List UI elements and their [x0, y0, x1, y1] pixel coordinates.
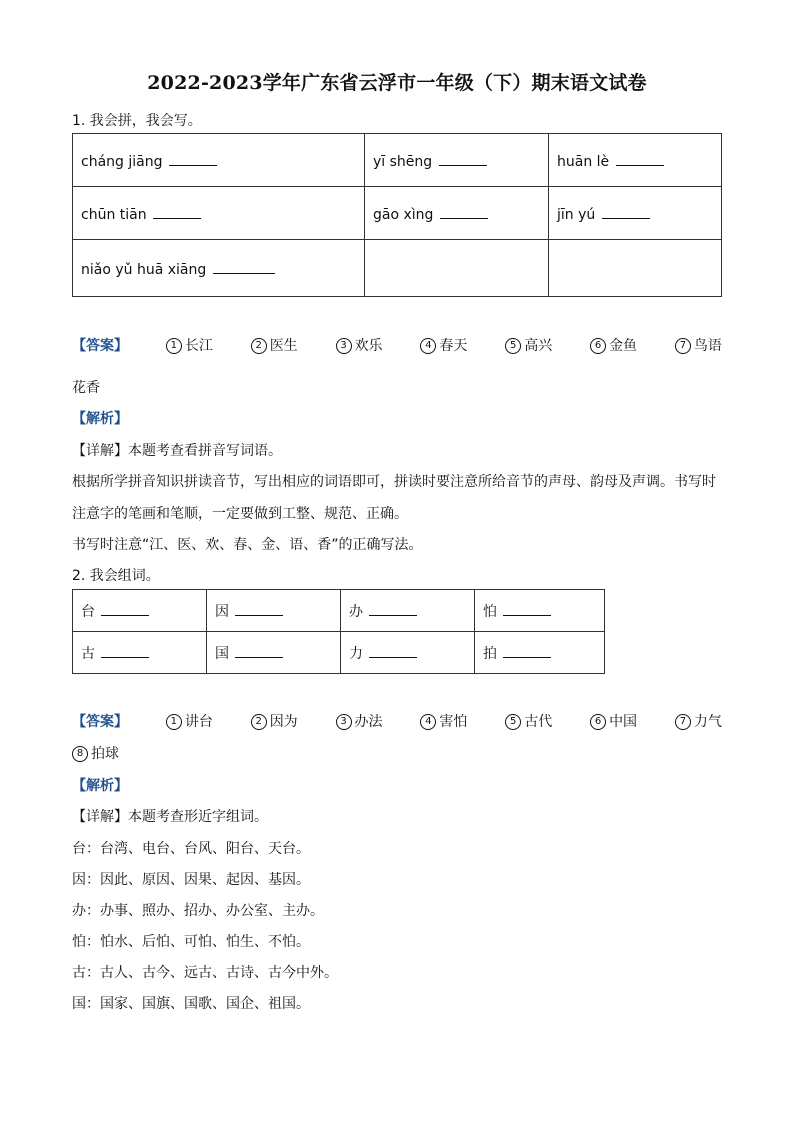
detail-line: 【详解】本题考查形近字组词。 [72, 809, 268, 825]
answer-blank[interactable] [439, 151, 487, 166]
pinyin-text: yī shēng [373, 153, 433, 170]
q1-cell [365, 187, 549, 240]
analysis-line: 古：古人、古今、远古、古诗、古今中外。 [72, 965, 338, 981]
answer-blank[interactable] [440, 204, 488, 219]
analysis-line: 台：台湾、电台、台风、阳台、天台。 [72, 841, 310, 857]
q1-cell [365, 134, 549, 187]
circled-number: 6 [590, 714, 606, 730]
answer-item: 4 春天 [420, 335, 467, 355]
answer-blank[interactable] [369, 643, 417, 658]
circled-number: 5 [505, 714, 521, 730]
analysis-body: 根据所学拼音知识拼读音节，写出相应的词语即可，拼读时要注意所给音节的声母、韵母及声调。书写时 [72, 474, 716, 490]
q2-cell [73, 632, 207, 674]
answer-tag: 【答案】 [72, 338, 128, 354]
q1-cell [549, 134, 722, 187]
answer-blank[interactable] [369, 601, 417, 616]
q2-word-table [72, 589, 605, 674]
circled-number: 2 [251, 714, 267, 730]
q2-cell [341, 590, 475, 632]
answer-item: 3 办法 [336, 711, 383, 731]
char-text: 古 [81, 645, 95, 662]
q1-cell [73, 187, 365, 240]
analysis-line: 办：办事、照办、招办、办公室、主办。 [72, 903, 324, 919]
answer-item: 5 古代 [505, 711, 552, 731]
q1-cell [73, 134, 365, 187]
answer-blank[interactable] [153, 204, 201, 219]
answer-wrap: 花香 [72, 380, 100, 396]
answer-blank[interactable] [169, 151, 217, 166]
pinyin-text: huān lè [557, 153, 610, 170]
pinyin-text: cháng jiāng [81, 153, 163, 170]
analysis-tag: 【解析】 [72, 778, 128, 794]
answer-item-8: 8 拍球 [72, 743, 119, 763]
pinyin-text: jīn yú [557, 206, 596, 223]
circled-number: 3 [336, 338, 352, 354]
q1-cell [549, 187, 722, 240]
circled-number: 6 [590, 338, 606, 354]
circled-number: 8 [72, 746, 88, 762]
circled-number: 5 [505, 338, 521, 354]
q2-cell [207, 590, 341, 632]
answer-tag: 【答案】 [72, 714, 128, 730]
analysis-body: 注意字的笔画和笔顺，一定要做到工整、规范、正确。 [72, 506, 408, 522]
circled-number: 2 [251, 338, 267, 354]
pinyin-text: gāo xìng [373, 206, 434, 223]
char-text: 因 [215, 603, 229, 620]
answer-blank[interactable] [235, 643, 283, 658]
pinyin-text: chūn tiān [81, 206, 147, 223]
q2-prompt: 2. 我会组词。 [72, 568, 160, 584]
q1-pinyin-table [72, 133, 722, 297]
char-text: 力 [349, 645, 363, 662]
answer-item: 4 害怕 [420, 711, 467, 731]
analysis-tag: 【解析】 [72, 411, 128, 427]
q1-cell [73, 240, 365, 297]
char-text: 怕 [483, 603, 497, 620]
answer-blank[interactable] [602, 204, 650, 219]
answer-item: 2 医生 [251, 335, 298, 355]
circled-number: 4 [420, 714, 436, 730]
pinyin-text: niǎo yǔ huā xiāng [81, 261, 207, 278]
circled-number: 4 [420, 338, 436, 354]
q1-cell-empty [365, 240, 549, 297]
answer-blank[interactable] [503, 601, 551, 616]
circled-number: 7 [675, 714, 691, 730]
answer-blank[interactable] [616, 151, 664, 166]
answer-item: 2 因为 [251, 711, 298, 731]
analysis-line: 怕：怕水、后怕、可怕、怕生、不怕。 [72, 934, 310, 950]
char-text: 台 [81, 603, 95, 620]
answer-item: 7 力气 [675, 711, 722, 731]
answer-item: 7 鸟语 [675, 335, 722, 355]
q2-cell [73, 590, 207, 632]
answer-blank[interactable] [101, 601, 149, 616]
analysis-line: 国：国家、国旗、国歌、国企、祖国。 [72, 996, 310, 1012]
q2-cell [475, 590, 605, 632]
q1-cell-empty [549, 240, 722, 297]
circled-number: 1 [166, 714, 182, 730]
answer-item: 5 高兴 [505, 335, 552, 355]
analysis-body: 书写时注意“江、医、欢、春、金、语、香”的正确写法。 [72, 537, 423, 553]
answer-item: 6 中国 [590, 711, 637, 731]
q2-cell [207, 632, 341, 674]
circled-number: 3 [336, 714, 352, 730]
answer-item: 1 讲台 [166, 711, 213, 731]
answer-blank[interactable] [235, 601, 283, 616]
answer-item: 6 金鱼 [590, 335, 637, 355]
answer-blank[interactable] [213, 259, 275, 274]
circled-number: 7 [675, 338, 691, 354]
detail-line: 【详解】本题考查看拼音写词语。 [72, 443, 282, 459]
q1-answer-row [72, 335, 722, 355]
circled-number: 1 [166, 338, 182, 354]
q2-answer-row [72, 711, 722, 731]
analysis-line: 因：因此、原因、因果、起因、基因。 [72, 872, 310, 888]
q2-cell [341, 632, 475, 674]
char-text: 拍 [483, 645, 497, 662]
char-text: 国 [215, 645, 229, 662]
q1-prompt: 1. 我会拼，我会写。 [72, 113, 202, 129]
answer-item: 1 长江 [166, 335, 213, 355]
q2-cell [475, 632, 605, 674]
answer-blank[interactable] [101, 643, 149, 658]
answer-item: 3 欢乐 [336, 335, 383, 355]
answer-blank[interactable] [503, 643, 551, 658]
page-title: 2022-2023学年广东省云浮市一年级（下）期末语文试卷 [147, 72, 647, 94]
char-text: 办 [349, 603, 363, 620]
